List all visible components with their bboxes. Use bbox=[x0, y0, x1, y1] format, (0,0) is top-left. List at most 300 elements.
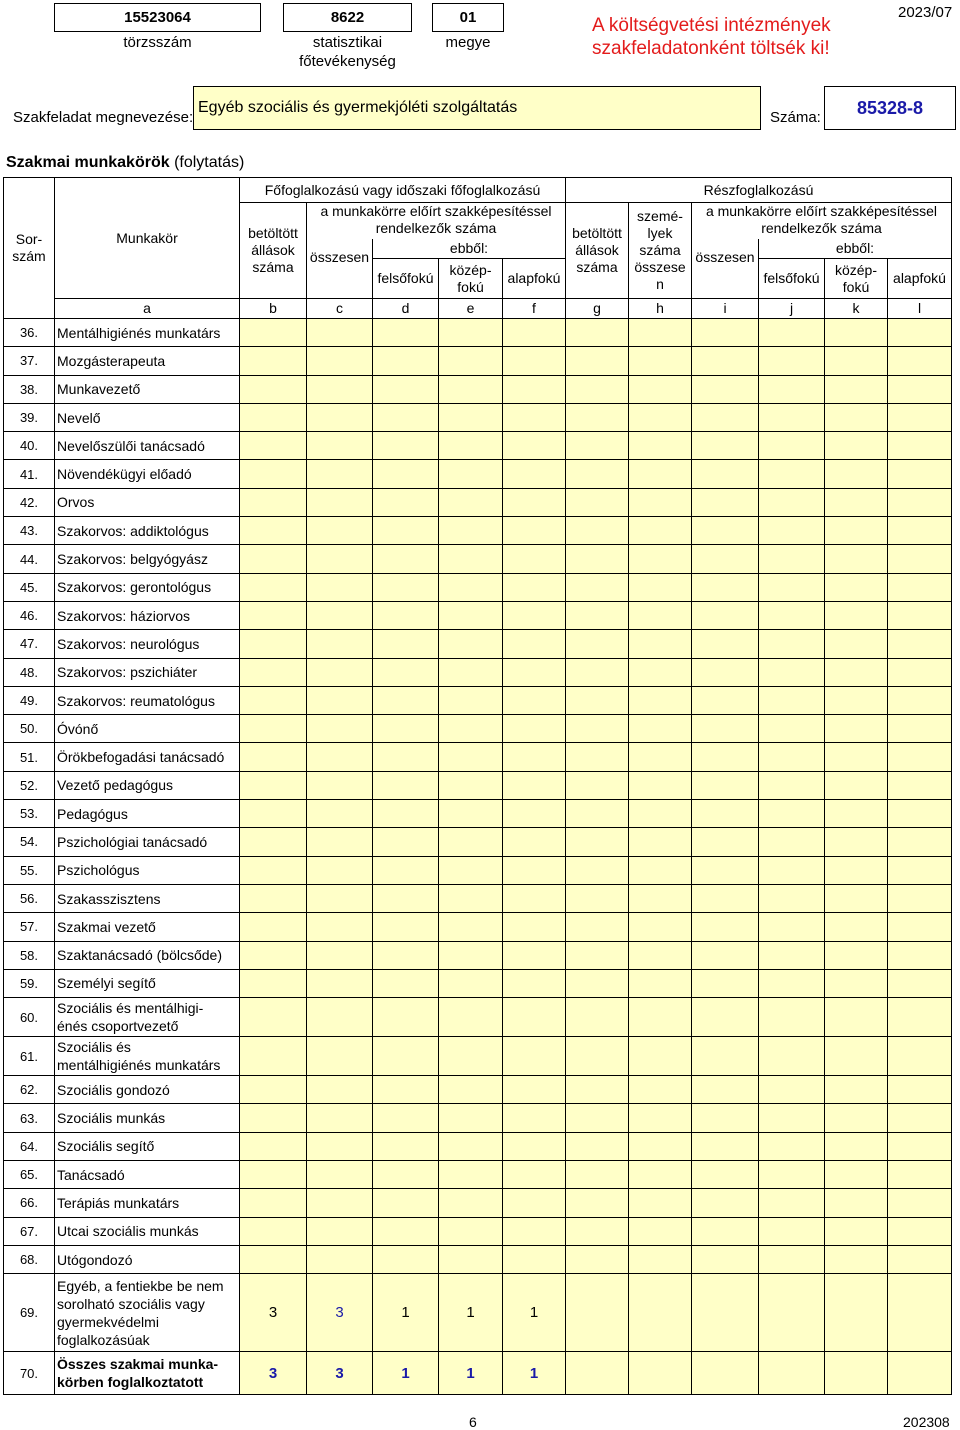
input-cell[interactable] bbox=[825, 432, 888, 460]
input-cell[interactable] bbox=[307, 658, 373, 686]
input-cell[interactable] bbox=[629, 771, 692, 799]
input-cell[interactable] bbox=[888, 771, 952, 799]
input-cell[interactable] bbox=[629, 884, 692, 912]
input-cell[interactable] bbox=[692, 630, 759, 658]
input-cell[interactable] bbox=[373, 715, 439, 743]
input-cell[interactable] bbox=[759, 913, 825, 941]
input-cell[interactable] bbox=[692, 403, 759, 431]
input-cell[interactable] bbox=[825, 403, 888, 431]
input-cell[interactable] bbox=[307, 319, 373, 347]
input-cell[interactable] bbox=[692, 743, 759, 771]
input-cell[interactable] bbox=[566, 715, 629, 743]
input-cell[interactable] bbox=[566, 347, 629, 375]
input-cell[interactable] bbox=[439, 828, 503, 856]
input-cell[interactable] bbox=[888, 1037, 952, 1076]
input-cell[interactable] bbox=[629, 403, 692, 431]
input-cell[interactable]: 1 bbox=[503, 1274, 566, 1352]
input-cell[interactable] bbox=[888, 375, 952, 403]
input-cell[interactable] bbox=[307, 460, 373, 488]
input-cell[interactable] bbox=[825, 1189, 888, 1217]
input-cell[interactable]: 1 bbox=[373, 1274, 439, 1352]
input-cell[interactable] bbox=[240, 573, 307, 601]
input-cell[interactable] bbox=[759, 771, 825, 799]
input-cell[interactable] bbox=[439, 488, 503, 516]
input-cell[interactable] bbox=[566, 545, 629, 573]
input-cell[interactable] bbox=[240, 1104, 307, 1132]
input-cell[interactable] bbox=[240, 347, 307, 375]
input-cell[interactable] bbox=[307, 743, 373, 771]
input-cell[interactable] bbox=[307, 517, 373, 545]
input-cell[interactable] bbox=[373, 1104, 439, 1132]
input-cell[interactable] bbox=[629, 460, 692, 488]
input-cell[interactable] bbox=[439, 1132, 503, 1160]
input-cell[interactable] bbox=[439, 743, 503, 771]
input-cell[interactable] bbox=[692, 856, 759, 884]
input-cell[interactable] bbox=[373, 573, 439, 601]
input-cell[interactable] bbox=[503, 630, 566, 658]
input-cell[interactable] bbox=[692, 432, 759, 460]
input-cell[interactable] bbox=[692, 771, 759, 799]
input-cell[interactable] bbox=[503, 828, 566, 856]
input-cell[interactable] bbox=[240, 545, 307, 573]
input-cell[interactable] bbox=[629, 1274, 692, 1352]
input-cell[interactable] bbox=[566, 630, 629, 658]
input-cell[interactable] bbox=[888, 884, 952, 912]
input-cell[interactable] bbox=[307, 573, 373, 601]
input-cell[interactable] bbox=[759, 969, 825, 997]
input-cell[interactable] bbox=[566, 488, 629, 516]
input-cell[interactable] bbox=[307, 601, 373, 629]
input-cell[interactable] bbox=[629, 998, 692, 1037]
input-cell[interactable] bbox=[825, 573, 888, 601]
input-cell[interactable] bbox=[629, 1352, 692, 1395]
input-cell[interactable] bbox=[307, 1245, 373, 1273]
input-cell[interactable] bbox=[307, 347, 373, 375]
input-cell[interactable] bbox=[825, 715, 888, 743]
input-cell[interactable] bbox=[692, 488, 759, 516]
input-cell[interactable] bbox=[566, 1245, 629, 1273]
input-cell[interactable] bbox=[566, 941, 629, 969]
input-cell[interactable] bbox=[566, 1189, 629, 1217]
input-cell[interactable] bbox=[692, 884, 759, 912]
input-cell[interactable] bbox=[825, 319, 888, 347]
input-cell[interactable] bbox=[759, 517, 825, 545]
input-cell[interactable] bbox=[759, 1104, 825, 1132]
input-cell[interactable] bbox=[759, 630, 825, 658]
input-cell[interactable] bbox=[629, 969, 692, 997]
input-cell[interactable] bbox=[629, 601, 692, 629]
input-cell[interactable] bbox=[307, 1037, 373, 1076]
input-cell[interactable] bbox=[759, 432, 825, 460]
input-cell[interactable] bbox=[503, 1245, 566, 1273]
input-cell[interactable] bbox=[692, 1245, 759, 1273]
input-cell[interactable]: 3 bbox=[240, 1274, 307, 1352]
input-cell[interactable] bbox=[439, 601, 503, 629]
input-cell[interactable] bbox=[692, 686, 759, 714]
input-cell[interactable] bbox=[629, 347, 692, 375]
input-cell[interactable] bbox=[240, 630, 307, 658]
input-cell[interactable] bbox=[759, 715, 825, 743]
input-cell[interactable] bbox=[373, 432, 439, 460]
input-cell[interactable] bbox=[307, 998, 373, 1037]
input-cell[interactable] bbox=[825, 517, 888, 545]
input-cell[interactable] bbox=[825, 375, 888, 403]
input-cell[interactable] bbox=[888, 998, 952, 1037]
input-cell[interactable] bbox=[307, 1189, 373, 1217]
input-cell[interactable] bbox=[692, 715, 759, 743]
input-cell[interactable] bbox=[503, 658, 566, 686]
input-cell[interactable] bbox=[629, 545, 692, 573]
input-cell[interactable] bbox=[825, 1217, 888, 1245]
input-cell[interactable] bbox=[240, 375, 307, 403]
input-cell[interactable] bbox=[503, 1104, 566, 1132]
input-cell[interactable] bbox=[759, 460, 825, 488]
input-cell[interactable] bbox=[759, 800, 825, 828]
input-cell[interactable] bbox=[439, 1189, 503, 1217]
input-cell[interactable] bbox=[825, 658, 888, 686]
input-cell[interactable] bbox=[307, 856, 373, 884]
input-cell[interactable] bbox=[759, 319, 825, 347]
input-cell[interactable] bbox=[692, 1076, 759, 1104]
input-cell[interactable] bbox=[692, 1274, 759, 1352]
input-cell[interactable] bbox=[825, 460, 888, 488]
input-cell[interactable] bbox=[888, 686, 952, 714]
input-cell[interactable] bbox=[439, 1161, 503, 1189]
input-cell[interactable] bbox=[240, 1161, 307, 1189]
input-cell[interactable] bbox=[439, 658, 503, 686]
input-cell[interactable] bbox=[373, 488, 439, 516]
input-cell[interactable] bbox=[629, 715, 692, 743]
input-cell[interactable] bbox=[888, 828, 952, 856]
input-cell[interactable] bbox=[503, 460, 566, 488]
input-cell[interactable] bbox=[629, 828, 692, 856]
input-cell[interactable] bbox=[825, 1076, 888, 1104]
input-cell[interactable] bbox=[503, 403, 566, 431]
input-cell[interactable] bbox=[240, 432, 307, 460]
input-cell[interactable] bbox=[888, 1352, 952, 1395]
input-cell[interactable] bbox=[439, 913, 503, 941]
input-cell[interactable] bbox=[240, 601, 307, 629]
input-cell[interactable] bbox=[759, 1274, 825, 1352]
input-cell[interactable] bbox=[503, 1217, 566, 1245]
input-cell[interactable] bbox=[888, 460, 952, 488]
input-cell[interactable] bbox=[373, 1037, 439, 1076]
input-cell[interactable] bbox=[503, 573, 566, 601]
input-cell[interactable] bbox=[373, 998, 439, 1037]
input-cell[interactable] bbox=[692, 1037, 759, 1076]
input-cell[interactable] bbox=[888, 969, 952, 997]
input-cell[interactable] bbox=[692, 913, 759, 941]
input-cell[interactable] bbox=[629, 488, 692, 516]
input-cell[interactable] bbox=[692, 1352, 759, 1395]
input-cell[interactable] bbox=[692, 1132, 759, 1160]
input-cell[interactable] bbox=[373, 1132, 439, 1160]
input-cell[interactable] bbox=[240, 715, 307, 743]
input-cell[interactable] bbox=[888, 1274, 952, 1352]
input-cell[interactable] bbox=[825, 969, 888, 997]
input-cell[interactable] bbox=[825, 856, 888, 884]
input-cell[interactable] bbox=[629, 658, 692, 686]
input-cell[interactable] bbox=[888, 1104, 952, 1132]
input-cell[interactable] bbox=[825, 1037, 888, 1076]
input-cell[interactable] bbox=[825, 1352, 888, 1395]
input-cell[interactable] bbox=[629, 1189, 692, 1217]
input-cell[interactable] bbox=[629, 573, 692, 601]
input-cell[interactable] bbox=[373, 403, 439, 431]
input-cell[interactable] bbox=[373, 545, 439, 573]
input-cell[interactable] bbox=[825, 1104, 888, 1132]
input-cell[interactable] bbox=[373, 884, 439, 912]
input-cell[interactable] bbox=[629, 319, 692, 347]
input-cell[interactable] bbox=[825, 1274, 888, 1352]
input-cell[interactable] bbox=[759, 573, 825, 601]
input-cell[interactable] bbox=[240, 319, 307, 347]
input-cell[interactable] bbox=[629, 941, 692, 969]
input-cell[interactable] bbox=[307, 913, 373, 941]
input-cell[interactable]: 3 bbox=[240, 1352, 307, 1395]
input-cell[interactable] bbox=[629, 630, 692, 658]
input-cell[interactable] bbox=[566, 319, 629, 347]
input-cell[interactable] bbox=[373, 658, 439, 686]
input-cell[interactable] bbox=[240, 1245, 307, 1273]
input-cell[interactable] bbox=[759, 941, 825, 969]
input-cell[interactable] bbox=[240, 488, 307, 516]
input-cell[interactable] bbox=[566, 828, 629, 856]
input-cell[interactable] bbox=[503, 771, 566, 799]
input-cell[interactable] bbox=[373, 856, 439, 884]
input-cell[interactable]: 1 bbox=[503, 1352, 566, 1395]
input-cell[interactable] bbox=[888, 517, 952, 545]
input-cell[interactable] bbox=[888, 1245, 952, 1273]
input-cell[interactable] bbox=[629, 1104, 692, 1132]
input-cell[interactable] bbox=[888, 1217, 952, 1245]
input-cell[interactable] bbox=[566, 1104, 629, 1132]
input-cell[interactable] bbox=[566, 771, 629, 799]
input-cell[interactable] bbox=[759, 347, 825, 375]
input-cell[interactable] bbox=[373, 828, 439, 856]
input-cell[interactable] bbox=[629, 1076, 692, 1104]
input-cell[interactable] bbox=[566, 601, 629, 629]
input-cell[interactable] bbox=[307, 771, 373, 799]
input-cell[interactable] bbox=[503, 1076, 566, 1104]
input-cell[interactable] bbox=[503, 545, 566, 573]
input-cell[interactable] bbox=[503, 998, 566, 1037]
input-cell[interactable] bbox=[307, 545, 373, 573]
input-cell[interactable] bbox=[503, 375, 566, 403]
input-cell[interactable] bbox=[240, 1132, 307, 1160]
input-cell[interactable] bbox=[240, 828, 307, 856]
input-cell[interactable] bbox=[566, 375, 629, 403]
input-cell[interactable] bbox=[629, 1132, 692, 1160]
input-cell[interactable] bbox=[629, 1037, 692, 1076]
input-cell[interactable] bbox=[439, 1217, 503, 1245]
input-cell[interactable] bbox=[888, 715, 952, 743]
input-cell[interactable] bbox=[240, 998, 307, 1037]
input-cell[interactable] bbox=[566, 884, 629, 912]
input-cell[interactable] bbox=[692, 941, 759, 969]
input-cell[interactable] bbox=[373, 771, 439, 799]
input-cell[interactable] bbox=[888, 403, 952, 431]
input-cell[interactable] bbox=[759, 403, 825, 431]
input-cell[interactable] bbox=[373, 319, 439, 347]
input-cell[interactable] bbox=[888, 743, 952, 771]
input-cell[interactable] bbox=[825, 998, 888, 1037]
input-cell[interactable] bbox=[307, 375, 373, 403]
input-cell[interactable] bbox=[629, 1245, 692, 1273]
input-cell[interactable] bbox=[439, 998, 503, 1037]
input-cell[interactable] bbox=[240, 856, 307, 884]
input-cell[interactable]: 1 bbox=[439, 1352, 503, 1395]
input-cell[interactable] bbox=[759, 856, 825, 884]
input-cell[interactable] bbox=[759, 1161, 825, 1189]
input-cell[interactable] bbox=[307, 432, 373, 460]
input-cell[interactable] bbox=[503, 715, 566, 743]
input-cell[interactable] bbox=[307, 1132, 373, 1160]
input-cell[interactable] bbox=[692, 375, 759, 403]
input-cell[interactable] bbox=[240, 1076, 307, 1104]
input-cell[interactable] bbox=[503, 1161, 566, 1189]
input-cell[interactable] bbox=[307, 800, 373, 828]
input-cell[interactable]: 1 bbox=[373, 1352, 439, 1395]
input-cell[interactable] bbox=[692, 460, 759, 488]
input-cell[interactable] bbox=[439, 771, 503, 799]
input-cell[interactable] bbox=[825, 347, 888, 375]
input-cell[interactable] bbox=[240, 913, 307, 941]
input-cell[interactable] bbox=[888, 545, 952, 573]
input-cell[interactable] bbox=[759, 686, 825, 714]
input-cell[interactable] bbox=[503, 1189, 566, 1217]
input-cell[interactable] bbox=[566, 998, 629, 1037]
input-cell[interactable] bbox=[566, 460, 629, 488]
input-cell[interactable] bbox=[503, 517, 566, 545]
input-cell[interactable] bbox=[439, 715, 503, 743]
input-cell[interactable] bbox=[759, 828, 825, 856]
input-cell[interactable] bbox=[503, 1132, 566, 1160]
input-cell[interactable] bbox=[629, 800, 692, 828]
input-cell[interactable] bbox=[373, 1217, 439, 1245]
input-cell[interactable] bbox=[888, 1132, 952, 1160]
input-cell[interactable] bbox=[825, 800, 888, 828]
input-cell[interactable] bbox=[692, 800, 759, 828]
input-cell[interactable] bbox=[240, 743, 307, 771]
input-cell[interactable] bbox=[692, 545, 759, 573]
input-cell[interactable] bbox=[373, 517, 439, 545]
input-cell[interactable] bbox=[503, 969, 566, 997]
input-cell[interactable] bbox=[373, 800, 439, 828]
input-cell[interactable] bbox=[373, 686, 439, 714]
input-cell[interactable] bbox=[439, 375, 503, 403]
input-cell[interactable] bbox=[439, 969, 503, 997]
input-cell[interactable] bbox=[825, 771, 888, 799]
input-cell[interactable] bbox=[240, 941, 307, 969]
input-cell[interactable] bbox=[566, 1352, 629, 1395]
input-cell[interactable] bbox=[373, 969, 439, 997]
input-cell[interactable] bbox=[439, 856, 503, 884]
input-cell[interactable] bbox=[307, 403, 373, 431]
input-cell[interactable] bbox=[629, 375, 692, 403]
input-cell[interactable] bbox=[439, 517, 503, 545]
input-cell[interactable] bbox=[825, 884, 888, 912]
input-cell[interactable]: 3 bbox=[307, 1352, 373, 1395]
input-cell[interactable] bbox=[373, 460, 439, 488]
input-cell[interactable] bbox=[759, 998, 825, 1037]
input-cell[interactable] bbox=[759, 1037, 825, 1076]
input-cell[interactable] bbox=[439, 630, 503, 658]
input-cell[interactable] bbox=[759, 658, 825, 686]
input-cell[interactable] bbox=[307, 686, 373, 714]
input-cell[interactable] bbox=[692, 573, 759, 601]
input-cell[interactable] bbox=[825, 913, 888, 941]
input-cell[interactable] bbox=[307, 488, 373, 516]
input-cell[interactable] bbox=[692, 347, 759, 375]
input-cell[interactable] bbox=[439, 1104, 503, 1132]
input-cell[interactable] bbox=[629, 1217, 692, 1245]
input-cell[interactable] bbox=[503, 686, 566, 714]
input-cell[interactable] bbox=[240, 658, 307, 686]
input-cell[interactable] bbox=[825, 1245, 888, 1273]
input-cell[interactable] bbox=[825, 941, 888, 969]
input-cell[interactable] bbox=[825, 488, 888, 516]
input-cell[interactable] bbox=[439, 941, 503, 969]
input-cell[interactable] bbox=[692, 1104, 759, 1132]
input-cell[interactable] bbox=[566, 1217, 629, 1245]
input-cell[interactable] bbox=[825, 1132, 888, 1160]
input-cell[interactable] bbox=[373, 347, 439, 375]
input-cell[interactable] bbox=[759, 1189, 825, 1217]
input-cell[interactable] bbox=[240, 800, 307, 828]
input-cell[interactable] bbox=[307, 1076, 373, 1104]
input-cell[interactable] bbox=[373, 1076, 439, 1104]
input-cell[interactable] bbox=[373, 630, 439, 658]
input-cell[interactable] bbox=[759, 1132, 825, 1160]
input-cell[interactable] bbox=[373, 1161, 439, 1189]
input-cell[interactable] bbox=[503, 347, 566, 375]
input-cell[interactable] bbox=[888, 800, 952, 828]
input-cell[interactable] bbox=[888, 319, 952, 347]
input-cell[interactable] bbox=[566, 1161, 629, 1189]
input-cell[interactable] bbox=[307, 1104, 373, 1132]
input-cell[interactable] bbox=[439, 432, 503, 460]
input-cell[interactable] bbox=[759, 488, 825, 516]
input-cell[interactable] bbox=[373, 375, 439, 403]
input-cell[interactable] bbox=[692, 998, 759, 1037]
input-cell[interactable] bbox=[503, 319, 566, 347]
input-cell[interactable] bbox=[888, 573, 952, 601]
input-cell[interactable] bbox=[566, 856, 629, 884]
input-cell[interactable] bbox=[240, 686, 307, 714]
input-cell[interactable]: 1 bbox=[439, 1274, 503, 1352]
input-cell[interactable] bbox=[629, 517, 692, 545]
input-cell[interactable] bbox=[759, 743, 825, 771]
input-cell[interactable] bbox=[888, 488, 952, 516]
input-cell[interactable] bbox=[759, 884, 825, 912]
input-cell[interactable] bbox=[240, 771, 307, 799]
input-cell[interactable] bbox=[566, 573, 629, 601]
input-cell[interactable] bbox=[503, 432, 566, 460]
input-cell[interactable] bbox=[503, 743, 566, 771]
input-cell[interactable] bbox=[825, 828, 888, 856]
input-cell[interactable] bbox=[503, 488, 566, 516]
input-cell[interactable] bbox=[566, 686, 629, 714]
input-cell[interactable] bbox=[629, 856, 692, 884]
input-cell[interactable] bbox=[503, 601, 566, 629]
input-cell[interactable] bbox=[888, 630, 952, 658]
input-cell[interactable] bbox=[439, 403, 503, 431]
input-cell[interactable] bbox=[240, 1037, 307, 1076]
input-cell[interactable] bbox=[503, 800, 566, 828]
input-cell[interactable] bbox=[566, 1037, 629, 1076]
input-cell[interactable] bbox=[240, 1189, 307, 1217]
